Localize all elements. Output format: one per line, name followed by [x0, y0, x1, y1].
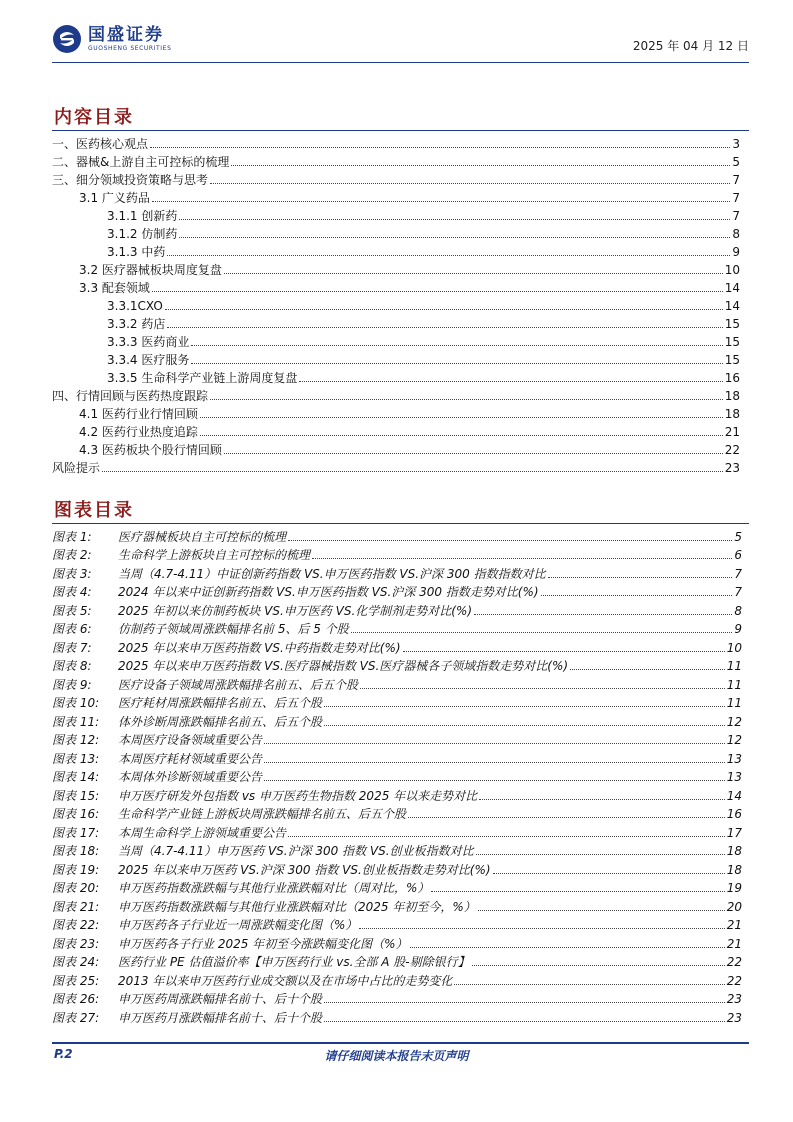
figure-entry-page: 7 [734, 566, 742, 581]
toc-entry-page: 14 [724, 281, 740, 295]
figure-entry-page: 18 [726, 862, 742, 877]
toc-entry-label: 3.3 配套领域 [79, 281, 150, 295]
figure-entry[interactable] [52, 656, 742, 675]
toc-title-rule [52, 130, 749, 131]
figure-entry-page: 23 [726, 1010, 742, 1025]
figure-entry-page: 14 [726, 788, 742, 803]
page-header [52, 22, 749, 60]
toc-entry-label: 3.3.2 药店 [107, 317, 166, 331]
dot-leader [191, 345, 722, 346]
toc-entry-page: 5 [732, 155, 740, 169]
dot-leader [478, 910, 725, 911]
figure-entry-page: 8 [734, 603, 742, 618]
dot-leader [179, 219, 730, 220]
figure-entry[interactable] [52, 600, 742, 619]
dot-leader [224, 273, 723, 274]
figure-number: 图表 23: [52, 936, 100, 951]
toc-entry[interactable] [52, 152, 740, 170]
figure-entry[interactable] [52, 767, 742, 786]
figure-entry-page: 12 [726, 733, 742, 747]
toc-title: 内容目录 [54, 107, 134, 128]
dot-leader [264, 762, 725, 763]
toc-entry-label: 4.3 医药板块个股行情回顾 [79, 443, 222, 457]
dot-leader [288, 540, 732, 541]
figure-entry[interactable] [52, 896, 742, 915]
toc-entry[interactable] [52, 134, 740, 152]
dot-leader [324, 725, 725, 726]
dot-leader [472, 965, 725, 966]
figure-entry[interactable] [52, 545, 742, 564]
toc-entry-label: 3.3.4 医疗服务 [107, 353, 190, 367]
dot-leader [210, 399, 723, 400]
page-number: P.2 [54, 1047, 73, 1061]
figure-entry[interactable] [52, 730, 742, 749]
dot-leader [264, 780, 725, 781]
dot-leader [299, 381, 722, 382]
dot-leader [167, 255, 730, 256]
toc-entry-page: 21 [724, 425, 740, 439]
figure-number: 图表 21: [52, 899, 100, 914]
dot-leader [324, 1021, 725, 1022]
figure-entry-label: 2025 年以来申万医药指数 VS.中药指数走势对比(%) [118, 640, 401, 655]
toc-entry-page: 9 [732, 245, 740, 259]
figure-entry[interactable] [52, 859, 742, 878]
dot-leader [324, 706, 725, 707]
figure-number: 图表 19: [52, 862, 100, 877]
figure-number: 图表 26: [52, 992, 100, 1006]
figure-entry-page: 18 [726, 844, 742, 858]
dot-leader [200, 417, 723, 418]
figure-entry-label: 申万医药各子行业近一周涨跌幅变化图（%） [118, 918, 358, 932]
dot-leader [548, 577, 733, 578]
dot-leader [493, 873, 725, 874]
toc-entry[interactable] [52, 332, 740, 350]
dot-leader [210, 183, 730, 184]
company-logo [52, 24, 171, 54]
figure-entry-label: 本周医疗设备领域重要公告 [118, 733, 263, 747]
guosheng-logo-icon [52, 24, 82, 54]
figure-entry-label: 申万医药周涨跌幅排名前十、后十个股 [118, 992, 323, 1006]
dot-leader [474, 614, 732, 615]
dot-leader [152, 201, 730, 202]
toc-entry[interactable] [52, 242, 740, 260]
figure-entry[interactable] [52, 619, 742, 638]
figure-entry-label: 医疗器械板块自主可控标的梳理 [118, 529, 287, 544]
figure-entry[interactable] [52, 915, 742, 934]
figure-entry-page: 6 [734, 548, 742, 562]
figure-entry[interactable] [52, 952, 742, 971]
figure-entry-page: 22 [726, 973, 742, 988]
figure-entry-page: 11 [726, 696, 742, 710]
toc-entry-label: 3.1.3 中药 [107, 245, 166, 259]
toc-entry-label: 4.1 医药行业行情回顾 [79, 407, 198, 421]
toc-entry-label: 3.1 广义药品 [79, 191, 150, 205]
figure-entry[interactable] [52, 748, 742, 767]
figure-entry[interactable] [52, 1007, 742, 1026]
figure-entry-label: 生命科学产业链上游板块周涨跌幅排名前五、后五个股 [118, 807, 407, 821]
figure-entry-page: 13 [726, 770, 742, 784]
figures-title-rule [52, 523, 749, 524]
table-of-contents [52, 134, 740, 476]
figure-entry-label: 本周生命科学上游领域重要公告 [118, 825, 287, 840]
toc-entry-page: 23 [724, 461, 740, 475]
figure-entry-page: 5 [734, 529, 742, 544]
figure-entry-label: 2024 年以来中证创新药指数 VS.申万医药指数 VS.沪深 300 指数走势对比(%) [118, 585, 539, 599]
figure-entry-label: 申万医药各子行业 2025 年初至今涨跌幅变化图（%） [118, 936, 408, 951]
logo-name-en: GUOSHENG SECURITIES [88, 44, 172, 52]
figure-entry[interactable] [52, 526, 742, 545]
figure-number: 图表 4: [52, 585, 92, 599]
figure-number: 图表 9: [52, 677, 92, 692]
figure-entry-page: 11 [726, 659, 742, 673]
toc-entry-label: 一、医药核心观点 [52, 137, 149, 151]
figure-entry-label: 本周医疗耗材领域重要公告 [118, 751, 263, 766]
toc-entry[interactable] [52, 404, 740, 422]
dot-leader [570, 669, 725, 670]
figure-number: 图表 15: [52, 788, 100, 803]
toc-entry[interactable] [52, 368, 740, 386]
figure-number: 图表 10: [52, 696, 100, 710]
toc-entry[interactable] [52, 314, 740, 332]
toc-entry-label: 3.3.5 生命科学产业链上游周度复盘 [107, 371, 298, 385]
toc-entry-label: 3.2 医疗器械板块周度复盘 [79, 263, 222, 277]
figure-entry[interactable] [52, 878, 742, 897]
figure-number: 图表 18: [52, 844, 100, 858]
figure-entry-page: 16 [726, 807, 742, 821]
figure-number: 图表 1: [52, 529, 92, 544]
toc-entry[interactable] [52, 206, 740, 224]
dot-leader [165, 309, 723, 310]
figure-number: 图表 14: [52, 770, 100, 784]
toc-entry-label: 3.1.1 创新药 [107, 209, 178, 223]
figure-entry-page: 17 [726, 825, 742, 840]
report-date: 2025 年 04 月 12 日 [632, 39, 749, 53]
figure-entry-page: 10 [726, 640, 742, 655]
toc-entry-page: 18 [724, 389, 740, 403]
figure-number: 图表 13: [52, 751, 100, 766]
figure-entry-page: 23 [726, 992, 742, 1006]
dot-leader [324, 1002, 725, 1003]
figure-entry-label: 医药行业 PE 估值溢价率【申万医药行业 vs.全部 A 股-剔除银行】 [118, 955, 470, 969]
figure-entry-label: 当周（4.7-4.11）申万医药 VS.沪深 300 指数 VS.创业板指数对比 [118, 844, 474, 858]
header-divider [52, 62, 749, 63]
dot-leader [408, 817, 725, 818]
figures-title: 图表目录 [54, 500, 134, 521]
dot-leader [288, 836, 725, 837]
dot-leader [200, 435, 723, 436]
toc-entry-label: 四、行情回顾与医药热度跟踪 [52, 389, 209, 403]
dot-leader [231, 165, 730, 166]
figure-entry[interactable] [52, 804, 742, 823]
toc-entry-page: 18 [724, 407, 740, 421]
toc-entry[interactable] [52, 278, 740, 296]
toc-entry-page: 15 [724, 353, 740, 367]
dot-leader [454, 984, 724, 985]
figure-entry-label: 2013 年以来申万医药行业成交额以及在市场中占比的走势变化 [118, 973, 453, 988]
figure-entry-label: 2025 年初以来仿制药板块 VS.申万医药 VS.化学制剂走势对比(%) [118, 603, 473, 618]
toc-entry-page: 10 [724, 263, 740, 277]
figure-entry[interactable] [52, 637, 742, 656]
toc-entry-page: 15 [724, 317, 740, 331]
toc-entry-page: 16 [724, 371, 740, 385]
dot-leader [224, 453, 723, 454]
figure-entry-label: 医疗设备子领域周涨跌幅排名前五、后五个股 [118, 677, 359, 692]
figure-entry[interactable] [52, 674, 742, 693]
figure-entry-page: 12 [726, 714, 742, 729]
figure-entry-label: 申万医药月涨跌幅排名前十、后十个股 [118, 1010, 323, 1025]
toc-entry[interactable] [52, 350, 740, 368]
figure-entry-label: 2025 年以来申万医药 VS.沪深 300 指数 VS.创业板指数走势对比(%) [118, 862, 491, 877]
toc-entry[interactable] [52, 224, 740, 242]
toc-entry-label: 3.3.3 医药商业 [107, 335, 190, 349]
dot-leader [167, 327, 722, 328]
figure-list [52, 526, 742, 1026]
figure-entry[interactable] [52, 933, 742, 952]
toc-entry-page: 22 [724, 443, 740, 457]
figure-entry-page: 9 [734, 622, 742, 636]
figure-number: 图表 25: [52, 973, 100, 988]
figure-number: 图表 3: [52, 566, 92, 581]
figure-entry-page: 22 [726, 955, 742, 969]
toc-entry[interactable] [52, 386, 740, 404]
figure-number: 图表 16: [52, 807, 100, 821]
figure-entry-label: 体外诊断周涨跌幅排名前五、后五个股 [118, 714, 323, 729]
figure-entry-page: 20 [726, 899, 742, 914]
figure-entry-page: 11 [726, 677, 742, 692]
figure-number: 图表 22: [52, 918, 100, 932]
figure-entry-page: 13 [726, 751, 742, 766]
dot-leader [360, 688, 725, 689]
figure-number: 图表 17: [52, 825, 100, 840]
toc-entry[interactable] [52, 296, 740, 314]
dot-leader [179, 237, 730, 238]
dot-leader [312, 558, 732, 559]
toc-entry-page: 3 [732, 137, 740, 151]
figure-entry-page: 21 [726, 918, 742, 932]
toc-entry-page: 7 [732, 191, 740, 205]
toc-entry[interactable] [52, 260, 740, 278]
figure-entry-label: 本周体外诊断领域重要公告 [118, 770, 263, 784]
toc-entry[interactable] [52, 188, 740, 206]
figure-entry[interactable] [52, 563, 742, 582]
dot-leader [431, 891, 724, 892]
dot-leader [351, 632, 733, 633]
toc-entry-label: 三、细分领域投资策略与思考 [52, 173, 209, 187]
figure-number: 图表 6: [52, 622, 92, 636]
figure-entry[interactable] [52, 711, 742, 730]
figure-entry-label: 2025 年以来申万医药指数 VS.医疗器械指数 VS.医疗器械各子领域指数走势对比(%) [118, 659, 569, 673]
toc-entry-label: 3.3.1CXO [107, 299, 163, 313]
figure-entry-page: 7 [734, 585, 742, 599]
dot-leader [403, 651, 725, 652]
figure-entry[interactable] [52, 693, 742, 712]
footer-divider [52, 1042, 749, 1044]
toc-entry[interactable] [52, 422, 740, 440]
figure-entry[interactable] [52, 841, 742, 860]
figure-entry-page: 19 [726, 881, 742, 895]
figure-number: 图表 7: [52, 640, 92, 655]
figure-number: 图表 12: [52, 733, 100, 747]
figure-entry-label: 生命科学上游板块自主可控标的梳理 [118, 548, 311, 562]
toc-entry-page: 8 [732, 227, 740, 241]
toc-entry[interactable] [52, 170, 740, 188]
figure-number: 图表 20: [52, 881, 100, 895]
figure-number: 图表 5: [52, 603, 92, 618]
dot-leader [359, 928, 724, 929]
toc-entry-label: 风险提示 [52, 461, 101, 475]
toc-entry-label: 3.1.2 仿制药 [107, 227, 178, 241]
toc-entry-page: 14 [724, 299, 740, 313]
figure-entry-label: 仿制药子领域周涨跌幅排名前 5、后 5 个股 [118, 622, 349, 636]
toc-entry[interactable] [52, 440, 740, 458]
toc-entry-page: 7 [732, 173, 740, 187]
figure-entry-label: 医疗耗材周涨跌幅排名前五、后五个股 [118, 696, 323, 710]
figure-entry[interactable] [52, 970, 742, 989]
toc-entry-page: 7 [732, 209, 740, 223]
dot-leader [152, 291, 723, 292]
figure-entry[interactable] [52, 822, 742, 841]
dot-leader [476, 854, 725, 855]
dot-leader [264, 743, 725, 744]
figure-entry-label: 申万医药指数涨跌幅与其他行业涨跌幅对比（周对比，%） [118, 881, 430, 895]
logo-name: 国盛证券 [88, 24, 164, 45]
footer-disclaimer: 请仔细阅读本报告末页声明 [324, 1049, 469, 1063]
dot-leader [150, 147, 730, 148]
figure-number: 图表 24: [52, 955, 100, 969]
dot-leader [191, 363, 722, 364]
figure-entry-label: 当周（4.7-4.11）中证创新药指数 VS.申万医药指数 VS.沪深 300 指数指数对比 [118, 566, 546, 581]
dot-leader [410, 947, 725, 948]
toc-entry-page: 15 [724, 335, 740, 349]
figure-number: 图表 11: [52, 714, 100, 729]
figure-entry-page: 21 [726, 936, 742, 951]
toc-entry-label: 二、器械&上游自主可控标的梳理 [52, 155, 230, 169]
figure-number: 图表 2: [52, 548, 92, 562]
figure-entry-label: 申万医药指数涨跌幅与其他行业涨跌幅对比（2025 年初至今，%） [118, 899, 476, 914]
figure-entry[interactable] [52, 785, 742, 804]
dot-leader [541, 595, 733, 596]
figure-entry-label: 申万医疗研发外包指数 vs 申万医药生物指数 2025 年以来走势对比 [118, 788, 478, 803]
figure-number: 图表 27: [52, 1010, 100, 1025]
dot-leader [479, 799, 725, 800]
figure-entry[interactable] [52, 989, 742, 1008]
figure-entry[interactable] [52, 582, 742, 601]
dot-leader [102, 471, 723, 472]
toc-entry-label: 4.2 医药行业热度追踪 [79, 425, 198, 439]
figure-number: 图表 8: [52, 659, 92, 673]
toc-entry[interactable] [52, 458, 740, 476]
